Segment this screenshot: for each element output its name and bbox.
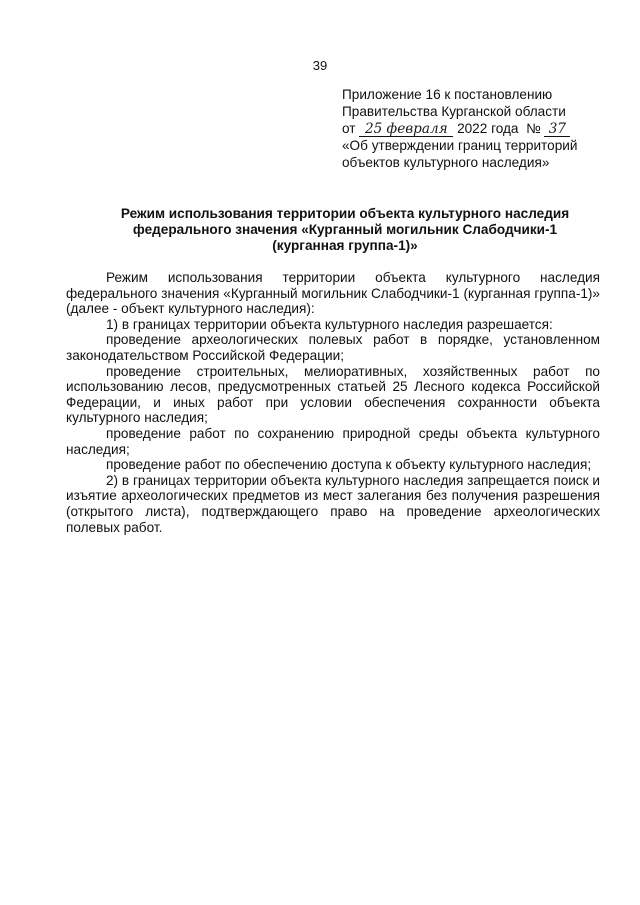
appendix-line-2: Правительства Курганской области [342,104,566,119]
title-line-1: Режим использования территории объекта культурного наследия [120,206,570,221]
title-line-2: федерального значения «Курганный могильник Слабодчики-1 [132,222,558,237]
date-prefix: от [342,121,356,136]
paragraph: Режим использования территории объекта культурного наследия федерального значения «Курганный могильник Слабодчики-1 (курганная группа-1)» (далее - объект культурного наследия): [66,270,600,317]
paragraph: проведение работ по обеспечению доступа к объекту культурного наследия; [106,457,592,473]
appendix-line-3 [342,120,612,137]
appendix-line-5: объектов культурного наследия» [342,155,550,170]
handwritten-date: 25 февраля [359,122,453,137]
paragraph: проведение работ по сохранению природной среды объекта культурного наследия; [66,425,600,457]
handwritten-number: 37 [544,122,570,137]
paragraph: проведение строительных, мелиоративных, хозяйственных работ по использованию лесов, предусмотренных статьей 25 Лесного кодекса Российской Федерации, и иных работ при условии обеспечения сохранности объекта культурного наследия; [66,363,600,426]
document-body [66,270,600,535]
document-title [110,206,580,254]
paragraph: проведение археологических полевых работ в порядке, установленном законодательством Российской Федерации; [66,332,600,363]
title-line-3: (курганная группа-1)» [272,238,418,253]
paragraph: 1) в границах территории объекта культурного наследия разрешается: [106,316,553,332]
page-number: 39 [312,58,328,73]
year-text: 2022 года [457,121,519,136]
appendix-line-4: «Об утверждении границ территорий [342,138,578,153]
appendix-line-1: Приложение 16 к постановлению [342,87,553,102]
appendix-header [342,86,612,171]
paragraph: 2) в границах территории объекта культурного наследия запрещается поиск и изъятие археологических предметов из мест залегания без получения разрешения (открытого листа), подтверждающего право на проведение археологических полевых работ. [66,472,600,535]
number-sign: № [526,121,541,136]
